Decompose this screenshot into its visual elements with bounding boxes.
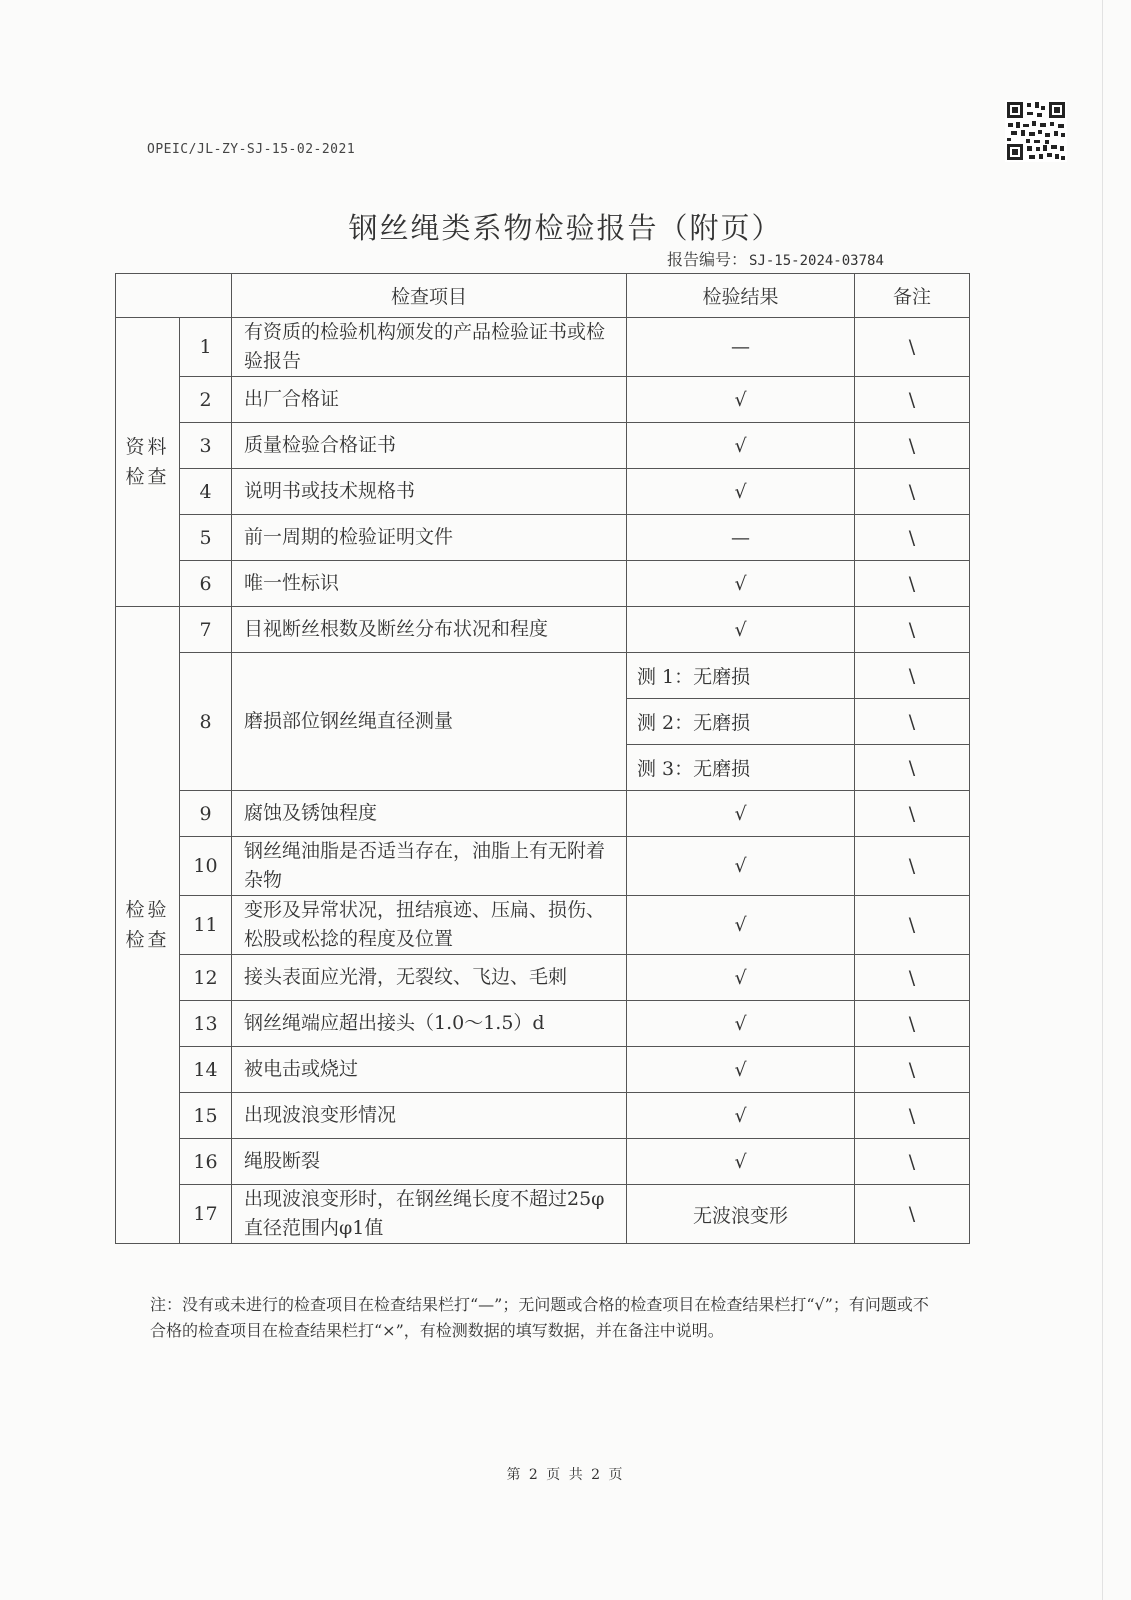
row-result: √	[627, 896, 855, 955]
table-row	[116, 1001, 970, 1047]
row-note: \	[855, 469, 970, 515]
row-no: 9	[180, 791, 232, 837]
row-note: \	[855, 423, 970, 469]
row-result: √	[627, 1047, 855, 1093]
measure-label: 测 3：	[637, 758, 694, 780]
row-no: 15	[180, 1093, 232, 1139]
table-row	[116, 1093, 970, 1139]
row-item: 出现波浪变形情况	[232, 1093, 627, 1139]
row-item: 前一周期的检验证明文件	[232, 515, 627, 561]
table-row	[116, 318, 970, 377]
measure-label: 测 2：	[637, 712, 694, 734]
measure-value: 无磨损	[693, 666, 751, 688]
row-result: √	[627, 1093, 855, 1139]
table-row	[116, 515, 970, 561]
row-result: √	[627, 423, 855, 469]
row-result: √	[627, 1139, 855, 1185]
group-inspection-check	[116, 607, 180, 1244]
qr-code-icon	[1005, 100, 1067, 162]
measure-label: 测 1：	[637, 666, 694, 688]
measure-value: 无磨损	[693, 712, 751, 734]
row-item: 唯一性标识	[232, 561, 627, 607]
table-row	[116, 423, 970, 469]
row-result: √	[627, 561, 855, 607]
report-number-label: 报告编号：	[667, 250, 748, 269]
row-result: √	[627, 837, 855, 896]
row-no: 5	[180, 515, 232, 561]
row-result: √	[627, 1001, 855, 1047]
measure-value: 无磨损	[693, 758, 751, 780]
row-note: \	[855, 1093, 970, 1139]
header-result: 检验结果	[627, 274, 855, 318]
row-no: 3	[180, 423, 232, 469]
row-no: 13	[180, 1001, 232, 1047]
row-note: \	[855, 1047, 970, 1093]
row-item: 出现波浪变形时，在钢丝绳长度不超过25φ直径范围内φ1值	[232, 1185, 627, 1244]
table-row	[116, 607, 970, 653]
report-number-value: SJ-15-2024-03784	[749, 253, 884, 269]
footnote: 注：没有或未进行的检查项目在检查结果栏打“—”；无问题或合格的检查项目在检查结果栏打“√”；有问题或不合格的检查项目在检查结果栏打“×”，有检测数据的填写数据，并在备注中说明。	[150, 1295, 929, 1340]
row-note: \	[855, 607, 970, 653]
row-item: 出厂合格证	[232, 377, 627, 423]
row-result: 无波浪变形	[627, 1185, 855, 1244]
row-note: \	[855, 1185, 970, 1244]
row-note: \	[855, 955, 970, 1001]
header-item: 检查项目	[232, 274, 627, 318]
row-item: 目视断丝根数及断丝分布状况和程度	[232, 607, 627, 653]
row-item: 绳股断裂	[232, 1139, 627, 1185]
row-note: \	[855, 653, 970, 699]
header-note: 备注	[855, 274, 970, 318]
row-item: 接头表面应光滑，无裂纹、飞边、毛刺	[232, 955, 627, 1001]
page-number: 第 2 页 共 2 页	[506, 1467, 625, 1483]
group-label: 资料检查	[125, 436, 170, 488]
row-note: \	[855, 1001, 970, 1047]
row-note: \	[855, 515, 970, 561]
table-row	[116, 896, 970, 955]
row-note: \	[855, 699, 970, 745]
row-item: 被电击或烧过	[232, 1047, 627, 1093]
row-item: 腐蚀及锈蚀程度	[232, 791, 627, 837]
table-row	[116, 791, 970, 837]
row-result: √	[627, 469, 855, 515]
table-row	[116, 955, 970, 1001]
row-note: \	[855, 561, 970, 607]
row-note: \	[855, 318, 970, 377]
row-no: 7	[180, 607, 232, 653]
row-no: 10	[180, 837, 232, 896]
row-note: \	[855, 1139, 970, 1185]
table-row	[116, 1047, 970, 1093]
row-no: 8	[180, 653, 232, 791]
row-no: 4	[180, 469, 232, 515]
report-number	[667, 247, 884, 270]
row-item: 说明书或技术规格书	[232, 469, 627, 515]
row-item: 有资质的检验机构颁发的产品检验证书或检验报告	[232, 318, 627, 377]
row-result: √	[627, 791, 855, 837]
row-note: \	[855, 791, 970, 837]
table-row	[116, 1185, 970, 1244]
row-no: 6	[180, 561, 232, 607]
table-row	[116, 837, 970, 896]
header-blank-cell	[116, 274, 232, 318]
table-row	[116, 1139, 970, 1185]
table-row	[116, 561, 970, 607]
inspection-table	[115, 273, 970, 1244]
row-no: 14	[180, 1047, 232, 1093]
row-note: \	[855, 896, 970, 955]
table-row	[116, 377, 970, 423]
row-item: 磨损部位钢丝绳直径测量	[232, 653, 627, 791]
group-document-check	[116, 318, 180, 607]
row-note: \	[855, 837, 970, 896]
row-no: 17	[180, 1185, 232, 1244]
measure-1	[627, 653, 855, 699]
row-result: —	[627, 515, 855, 561]
row-result: —	[627, 318, 855, 377]
table-header-row	[116, 274, 970, 318]
row-item: 钢丝绳油脂是否适当存在，油脂上有无附着杂物	[232, 837, 627, 896]
row-result: √	[627, 955, 855, 1001]
row-no: 1	[180, 318, 232, 377]
row-no: 11	[180, 896, 232, 955]
document-code: OPEIC/JL-ZY-SJ-15-02-2021	[147, 142, 356, 157]
row-note: \	[855, 377, 970, 423]
measure-2	[627, 699, 855, 745]
row-no: 12	[180, 955, 232, 1001]
row-item: 变形及异常状况，扭结痕迹、压扁、损伤、松股或松捻的程度及位置	[232, 896, 627, 955]
row-result: √	[627, 607, 855, 653]
report-title: 钢丝绳类系物检验报告（附页）	[348, 211, 783, 245]
row-item: 钢丝绳端应超出接头（1.0～1.5）d	[232, 1001, 627, 1047]
table-row	[116, 653, 970, 699]
row-no: 16	[180, 1139, 232, 1185]
row-note: \	[855, 745, 970, 791]
row-no: 2	[180, 377, 232, 423]
row-result: √	[627, 377, 855, 423]
table-row	[116, 469, 970, 515]
row-item: 质量检验合格证书	[232, 423, 627, 469]
group-label: 检验检查	[125, 899, 170, 951]
measure-3	[627, 745, 855, 791]
